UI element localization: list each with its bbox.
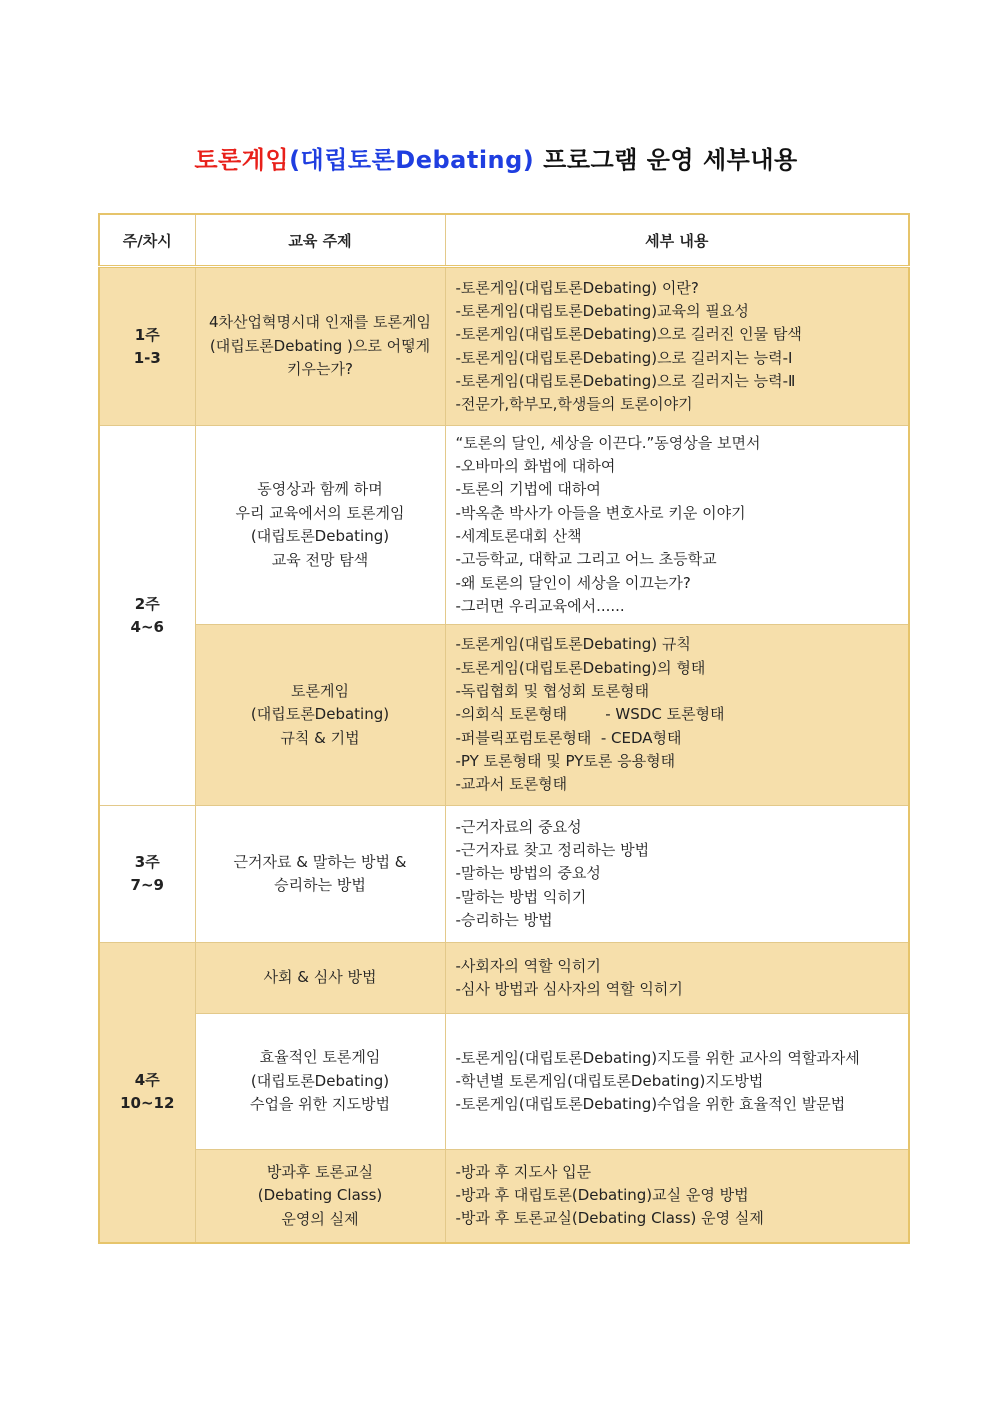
table-row <box>99 943 909 1014</box>
topic-cell <box>195 806 445 943</box>
detail-item: -PY 토론형태 및 PY토론 응용형태 <box>455 751 676 770</box>
session-label: 7~9 <box>130 876 164 894</box>
header-week: 주/차시 <box>99 214 195 267</box>
detail-cell <box>445 1150 909 1243</box>
detail-cell <box>445 267 909 426</box>
page-title <box>0 140 992 175</box>
table-row <box>99 625 909 806</box>
topic-cell <box>195 943 445 1014</box>
detail-item: -토론게임(대립토론Debating) 이란? <box>455 278 699 297</box>
topic-line: 동영상과 함께 하며 <box>257 480 383 498</box>
topic-line: (대립토론Debating) <box>250 527 390 545</box>
detail-item: -전문가,학부모,학생들의 토론이야기 <box>455 395 693 414</box>
detail-cell <box>445 625 909 806</box>
session-label: 4~6 <box>130 617 164 636</box>
topic-line: 교육 전망 탐색 <box>271 550 369 569</box>
detail-item: -승리하는 방법 <box>455 910 553 929</box>
detail-item: -고등학교, 대학교 그리고 어느 초등학교 <box>455 550 717 569</box>
week-label: 4주 <box>134 1071 160 1090</box>
topic-line: 수업을 위한 지도방법 <box>250 1095 390 1114</box>
title-part-1: 토론게임 <box>194 146 290 174</box>
topic-line: 우리 교육에서의 토론게임 <box>235 503 405 522</box>
detail-item: -방과 후 지도사 입문 <box>455 1162 592 1181</box>
week-cell <box>99 806 195 943</box>
detail-item: -토론게임(대립토론Debating)수업을 위한 효율적인 발문법 <box>455 1095 846 1114</box>
week-cell <box>99 943 195 1243</box>
detail-item: -말하는 방법의 중요성 <box>455 864 601 883</box>
detail-item: -토론게임(대립토론Debating) 규칙 <box>455 635 691 654</box>
topic-line: 키우는가? <box>287 360 353 379</box>
detail-item: -토론게임(대립토론Debating)교육의 필요성 <box>455 301 749 320</box>
session-label: 10~12 <box>120 1094 175 1113</box>
week-label: 3주 <box>134 853 160 871</box>
topic-line: 규칙 & 기법 <box>280 728 360 747</box>
topic-cell <box>195 625 445 806</box>
detail-item: -토론의 기법에 대하여 <box>455 480 601 499</box>
topic-cell <box>195 426 445 625</box>
detail-item: -왜 토론의 달인이 세상을 이끄는가? <box>455 573 691 592</box>
header-topic: 교육 주제 <box>195 214 445 267</box>
topic-line: (Debating Class) <box>257 1186 383 1204</box>
week-label: 1주 <box>134 325 160 344</box>
detail-item: -박옥춘 박사가 아들을 변호사로 키운 이야기 <box>455 503 746 522</box>
table-row <box>99 806 909 943</box>
detail-item: -근거자료 찾고 정리하는 방법 <box>455 841 650 860</box>
detail-item: -그러면 우리교육에서...... <box>455 596 625 615</box>
topic-line: 사회 & 심사 방법 <box>263 968 377 987</box>
detail-item: “토론의 달인, 세상을 이끈다.”동영상을 보면서 <box>455 433 761 452</box>
detail-cell <box>445 943 909 1014</box>
topic-line: 방과후 토론교실 <box>266 1162 374 1181</box>
detail-item: -독립협회 및 협성회 토론형태 <box>455 682 650 701</box>
topic-line: 효율적인 토론게임 <box>259 1048 381 1067</box>
session-label: 1-3 <box>133 348 161 367</box>
detail-item: -세계토론대회 산책 <box>455 527 582 545</box>
detail-item: -방과 후 대립토론(Debating)교실 운영 방법 <box>455 1186 749 1205</box>
topic-line: 승리하는 방법 <box>274 876 366 894</box>
topic-line: 운영의 실제 <box>281 1209 359 1228</box>
title-part-2: (대립토론Debating) <box>289 146 535 174</box>
detail-item: -퍼블릭포럼토론형태 - CEDA형태 <box>455 728 682 747</box>
topic-line: 근거자료 & 말하는 방법 & <box>233 852 407 871</box>
detail-item: -근거자료의 중요성 <box>455 817 582 836</box>
detail-item: -의회식 토론형태 - WSDC 토론형태 <box>455 705 725 724</box>
table-row <box>99 1014 909 1150</box>
title-part-3: 프로그램 운영 세부내용 <box>534 146 798 174</box>
detail-item: -사회자의 역할 익히기 <box>455 956 601 975</box>
program-table <box>98 213 910 1244</box>
detail-item: -교과서 토론형태 <box>455 775 568 794</box>
detail-item: -오바마의 화법에 대하여 <box>455 457 616 476</box>
topic-cell <box>195 1014 445 1150</box>
detail-item: -토론게임(대립토론Debating)으로 길러지는 능력-Ⅰ <box>455 348 793 367</box>
detail-item: -토론게임(대립토론Debating)지도를 위한 교사의 역할과자세 <box>455 1048 860 1067</box>
topic-line: (대립토론Debating )으로 어떻게 <box>209 336 431 355</box>
detail-cell <box>445 806 909 943</box>
table-row <box>99 1150 909 1243</box>
detail-item: -심사 방법과 심사자의 역할 익히기 <box>455 980 683 998</box>
detail-item: -방과 후 토론교실(Debating Class) 운영 실제 <box>455 1209 764 1228</box>
table-row <box>99 426 909 625</box>
topic-line: 토론게임 <box>291 681 349 700</box>
topic-line: 4차산업혁명시대 인재를 토론게임 <box>209 313 431 332</box>
topic-line: (대립토론Debating) <box>250 705 390 724</box>
table-row <box>99 267 909 426</box>
week-label: 2주 <box>134 594 160 613</box>
topic-cell <box>195 1150 445 1243</box>
detail-item: -토론게임(대립토론Debating)으로 길러지는 능력-Ⅱ <box>455 371 796 390</box>
table-header-row <box>99 214 909 267</box>
detail-item: -학년별 토론게임(대립토론Debating)지도방법 <box>455 1071 764 1090</box>
topic-cell <box>195 267 445 426</box>
detail-cell <box>445 1014 909 1150</box>
detail-cell <box>445 426 909 625</box>
header-detail: 세부 내용 <box>445 214 909 267</box>
week-cell <box>99 267 195 426</box>
topic-line: (대립토론Debating) <box>250 1071 390 1090</box>
detail-item: -말하는 방법 익히기 <box>455 887 587 906</box>
detail-item: -토론게임(대립토론Debating)의 형태 <box>455 658 706 677</box>
week-cell <box>99 426 195 806</box>
detail-item: -토론게임(대립토론Debating)으로 길러진 인물 탐색 <box>455 325 802 344</box>
